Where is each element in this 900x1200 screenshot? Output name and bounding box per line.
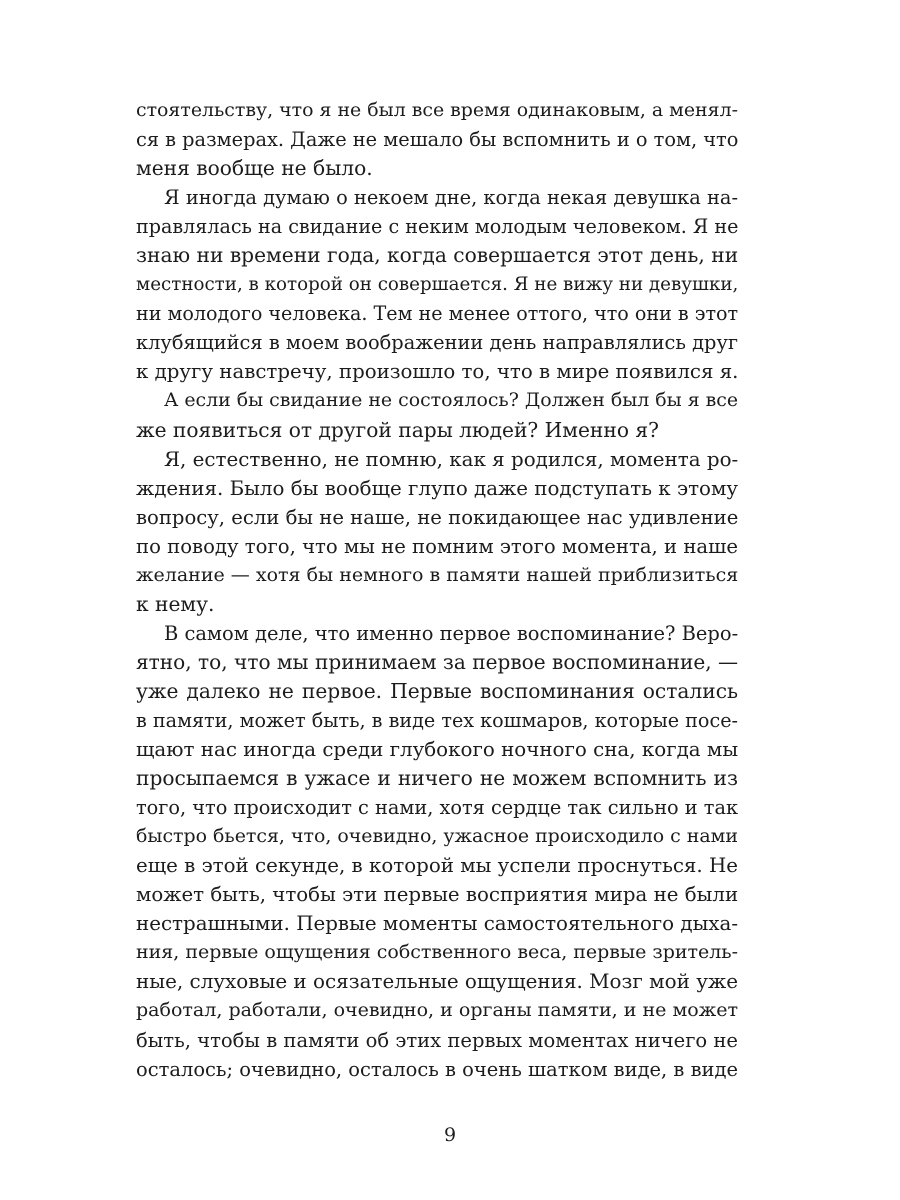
text-line: может быть, чтобы эти первые восприятия мира не были xyxy=(136,883,739,907)
text-line: быстро бьется, что, очевидно, ужасное происходило с нами xyxy=(136,825,738,848)
paragraph xyxy=(136,445,738,619)
text-line: еще в этой секунде, в которой мы успели проснуться. Не xyxy=(136,854,738,878)
text-line: работал, работали, очевидно, и органы памяти, и не может xyxy=(136,999,738,1022)
paragraph xyxy=(136,619,738,1084)
text-line: нестрашными. Первые моменты самостоятельного дыха- xyxy=(136,912,739,936)
text-line: в памяти, может быть, в виде тех кошмаров, которые посе- xyxy=(136,708,738,732)
text-line: ни молодого человека. Тем не менее оттого, что они в этот xyxy=(136,302,739,326)
text-line: клубящийся в моем воображении день направлялись друг xyxy=(136,331,738,355)
text-line: ятно, то, что мы принимаем за первое воспоминание, — xyxy=(136,649,739,674)
text-line: того, что происходит с нами, хотя сердце так сильно и так xyxy=(136,796,739,820)
text-line: же появиться от другой пары людей? Именно я? xyxy=(136,417,659,442)
text-line: Я иногда думаю о некоем дне, когда некая девушка на- xyxy=(164,186,738,210)
text-line: знаю ни времени года, когда совершается этот день, ни xyxy=(136,243,739,268)
text-line: щают нас иногда среди глубокого ночного сна, когда мы xyxy=(136,738,739,762)
text-line: к нему. xyxy=(136,591,215,616)
text-line: правлялась на свидание с неким молодым человеком. Я не xyxy=(136,215,739,239)
text-line: вопросу, если бы не наше, не покидающее нас удивление xyxy=(136,505,739,529)
paragraph xyxy=(136,183,738,386)
paragraph xyxy=(136,386,738,444)
text-line: Я, естественно, не помню, как я родился, момента ро- xyxy=(164,447,739,471)
page-number: 9 xyxy=(443,1124,457,1146)
text-line: В самом деле, что именно первое воспоминание? Веро- xyxy=(164,621,739,645)
text-line: просыпаемся в ужасе и ничего не можем вспомнить из xyxy=(136,766,738,791)
text-line: ся в размерах. Даже не мешало бы вспомнить и о том, что xyxy=(136,128,739,152)
text-line: по поводу того, что мы не помним этого момента, и наше xyxy=(136,534,738,558)
text-line: уже далеко не первое. Первые воспоминания остались xyxy=(136,678,738,703)
text-line: желание — хотя бы немного в памяти нашей приблизиться xyxy=(136,563,739,586)
body-text xyxy=(136,96,738,1084)
text-line: осталось; очевидно, осталось в очень шатком виде, в виде xyxy=(136,1057,738,1081)
text-line: быть, чтобы в памяти об этих первых моментах ничего не xyxy=(136,1028,738,1052)
text-line: ные, слуховые и осязательные ощущения. Мозг мой уже xyxy=(136,970,739,994)
text-line: А если бы свидание не состоялось? Должен был бы я все xyxy=(164,389,739,412)
text-line: местности, в которой он совершается. Я не вижу ни девушки, xyxy=(136,274,739,296)
text-line: стоятельству, что я не был все время одинаковым, а менял- xyxy=(136,99,738,121)
text-line: ждения. Было бы вообще глупо даже подступать к этому xyxy=(136,476,738,500)
text-line: к другу навстречу, произошло то, что в мире появился я. xyxy=(136,360,739,384)
text-line: ния, первые ощущения собственного веса, первые зритель- xyxy=(136,941,738,964)
text-line: меня вообще не было. xyxy=(136,156,373,181)
paragraph xyxy=(136,96,738,183)
